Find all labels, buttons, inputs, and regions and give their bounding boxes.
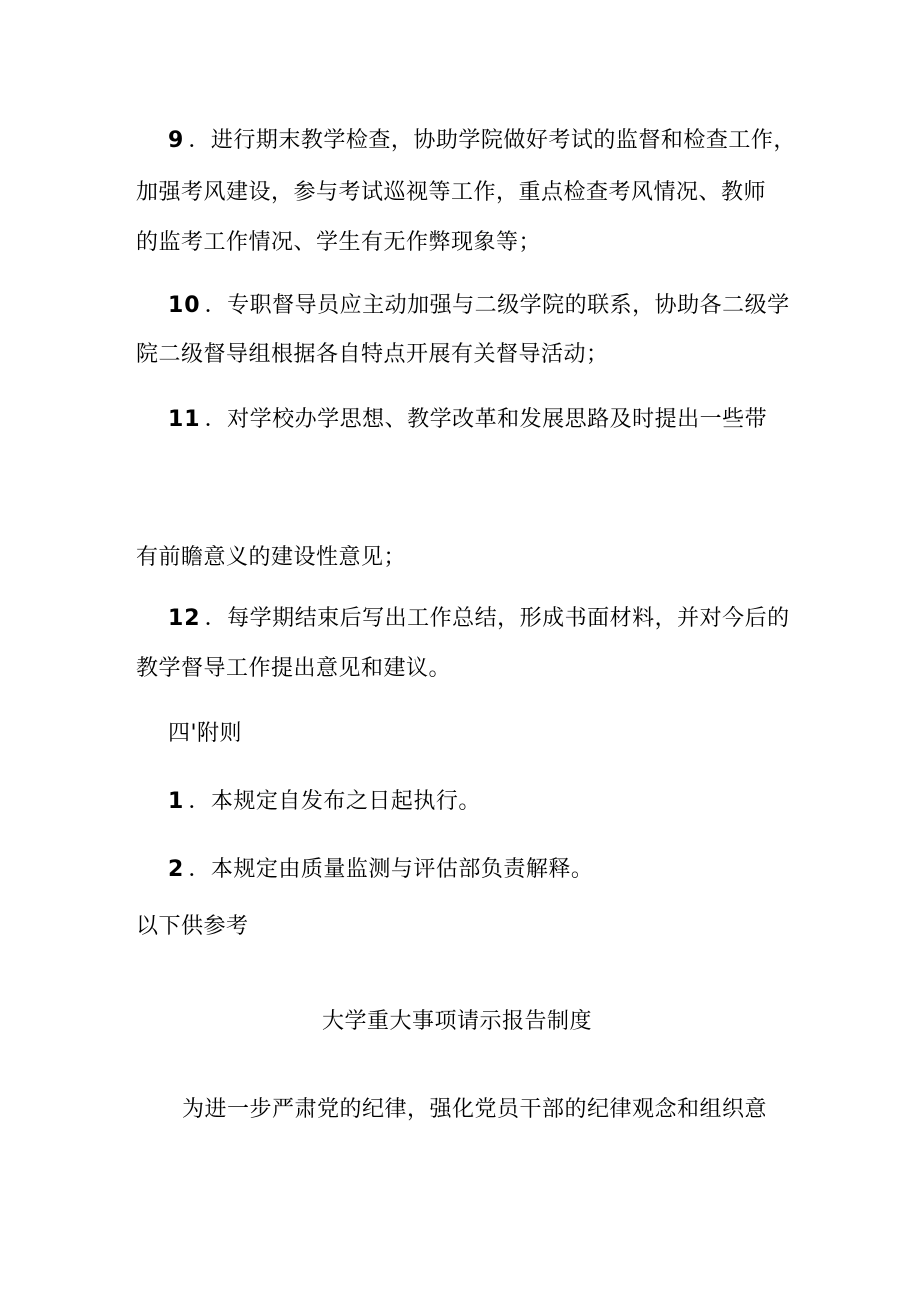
item-12-line-1: 12 ．每学期结束后写出工作总结，形成书面材料，并对今后的 bbox=[168, 606, 790, 631]
item-11-line-1: 11 ．对学校办学思想、教学改革和发展思路及时提出一些带 bbox=[168, 407, 768, 432]
doc-title: 大学重大事项请示报告制度 bbox=[322, 1009, 593, 1034]
intro-paragraph-line: 为进一步严肃党的纪律，强化党员干部的纪律观念和组织意 bbox=[182, 1097, 768, 1122]
item-number: 2 bbox=[168, 857, 185, 882]
reference-label: 以下供参考 bbox=[136, 914, 249, 939]
item-10-line-1: 10 ．专职督导员应主动加强与二级学院的联系，协助各二级学 bbox=[168, 293, 790, 318]
item-number: 11 bbox=[168, 407, 201, 432]
item-10-line-2: 院二级督导组根据各自特点开展有关督导活动； bbox=[136, 342, 609, 367]
item-9-line-3: 的监考工作情况、学生有无作弊现象等； bbox=[136, 230, 542, 255]
item-number: 12 bbox=[168, 606, 201, 631]
section-heading: 四'附则 bbox=[168, 721, 243, 746]
item-number: 10 bbox=[168, 293, 201, 318]
item-11-line-2: 有前瞻意义的建设性意见； bbox=[136, 545, 407, 570]
appendix-item-1: 1 ．本规定自发布之日起执行。 bbox=[168, 789, 481, 814]
item-9-line-1: 9 ．进行期末教学检查，协助学院做好考试的监督和检查工作， bbox=[168, 128, 796, 153]
item-12-line-2: 教学督导工作提出意见和建议。 bbox=[136, 656, 452, 681]
item-number: 1 bbox=[168, 789, 185, 814]
appendix-item-2: 2 ．本规定由质量监测与评估部负责解释。 bbox=[168, 857, 594, 882]
item-9-line-2: 加强考风建设，参与考试巡视等工作，重点检查考风情况、教师 bbox=[136, 180, 767, 205]
item-number: 9 bbox=[168, 128, 185, 153]
